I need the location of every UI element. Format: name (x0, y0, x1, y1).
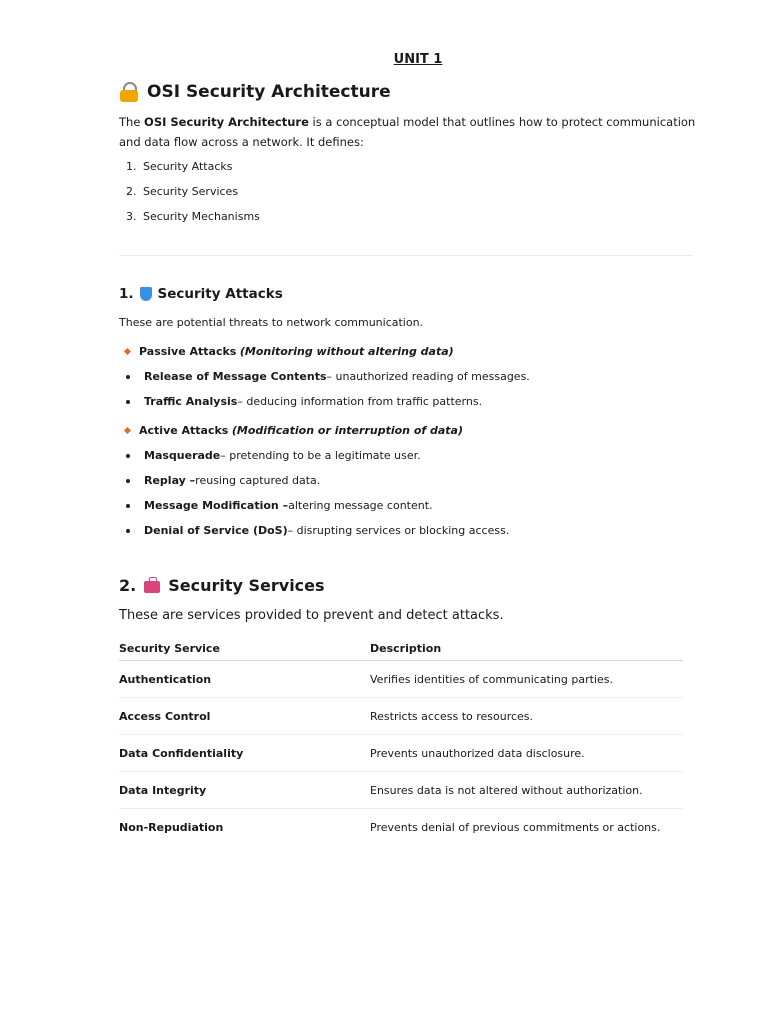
table-row (119, 661, 683, 698)
service-name: Non-Repudiation (119, 820, 224, 834)
passive-attacks-heading (124, 345, 454, 358)
orange-diamond-icon (124, 348, 131, 355)
item-bold: Replay – (144, 473, 196, 487)
item-text: – disrupting services or blocking access. (287, 523, 510, 537)
service-name: Data Integrity (119, 772, 370, 809)
list-item (126, 207, 260, 232)
list-item (126, 157, 260, 182)
passive-attacks-list (124, 364, 530, 414)
table-row (119, 809, 683, 846)
services-description: These are services provided to prevent and detect attacks. (119, 608, 504, 623)
services-table (119, 636, 683, 845)
services-heading-text: Security Services (168, 576, 325, 595)
item-text: – deducing information from traffic patterns. (237, 394, 483, 408)
table-row (119, 772, 683, 809)
attacks-heading-number: 1. (119, 286, 134, 302)
column-header-service: Security Service (119, 636, 370, 661)
item-text: altering message content. (288, 498, 433, 512)
intro-rest: is a conceptual model that outlines how to protect communication and data flow across a network. It defines: (119, 115, 696, 149)
main-heading (120, 82, 391, 102)
list-label: Security Mechanisms (143, 210, 260, 223)
section-divider (119, 255, 693, 256)
passive-note: (Monitoring without altering data) (239, 345, 454, 358)
bullet-dot (126, 400, 130, 404)
list-item (124, 364, 530, 389)
intro-bold: OSI Security Architecture (144, 115, 309, 129)
passive-label: Passive Attacks (139, 345, 237, 358)
lock-icon (120, 82, 138, 102)
service-name: Access Control (119, 698, 370, 735)
service-description: Restricts access to resources. (370, 698, 683, 735)
active-attacks-list (124, 443, 509, 543)
defines-list (126, 157, 260, 232)
column-header-description: Description (370, 636, 683, 661)
shield-icon (140, 287, 152, 301)
list-number: 1. (126, 160, 137, 173)
active-attacks-heading (124, 424, 463, 437)
active-label: Active Attacks (139, 424, 229, 437)
list-item (126, 182, 260, 207)
list-item (124, 468, 509, 493)
table-header-row (119, 636, 683, 661)
list-number: 3. (126, 210, 137, 223)
item-text: reusing captured data. (195, 473, 321, 487)
active-note: (Modification or interruption of data) (231, 424, 463, 437)
table-row (119, 698, 683, 735)
table-row (119, 735, 683, 772)
attacks-heading-text: Security Attacks (157, 286, 283, 302)
attacks-description: These are potential threats to network communication. (119, 316, 424, 329)
attacks-heading (119, 286, 283, 302)
unit-title: UNIT 1 (393, 52, 443, 67)
list-label: Security Services (143, 185, 239, 198)
item-text: – unauthorized reading of messages. (326, 369, 530, 383)
item-bold: Masquerade (144, 448, 221, 462)
bullet-dot (126, 479, 130, 483)
item-bold: Traffic Analysis (144, 394, 238, 408)
service-name: Data Confidentiality (119, 735, 370, 772)
list-number: 2. (126, 185, 137, 198)
list-item (124, 518, 509, 543)
intro-paragraph (119, 112, 699, 152)
main-heading-text: OSI Security Architecture (147, 82, 391, 102)
services-heading (119, 576, 325, 595)
list-label: Security Attacks (143, 160, 233, 173)
service-description: Prevents denial of previous commitments or actions. (370, 820, 661, 834)
briefcase-icon (144, 581, 160, 593)
bullet-dot (126, 454, 130, 458)
list-item (124, 389, 530, 414)
service-description: Ensures data is not altered without authorization. (370, 772, 683, 809)
service-name: Authentication (119, 661, 370, 698)
service-description: Prevents unauthorized data disclosure. (370, 735, 683, 772)
bullet-dot (126, 375, 130, 379)
item-bold: Message Modification – (144, 498, 289, 512)
bullet-dot (126, 529, 130, 533)
service-description: Verifies identities of communicating parties. (370, 661, 683, 698)
bullet-dot (126, 504, 130, 508)
list-item (124, 493, 509, 518)
services-heading-number: 2. (119, 576, 137, 595)
item-bold: Denial of Service (DoS) (144, 523, 288, 537)
item-text: – pretending to be a legitimate user. (220, 448, 421, 462)
intro-prefix: The (119, 115, 145, 129)
orange-diamond-icon (124, 427, 131, 434)
item-bold: Release of Message Contents (144, 369, 327, 383)
list-item (124, 443, 509, 468)
